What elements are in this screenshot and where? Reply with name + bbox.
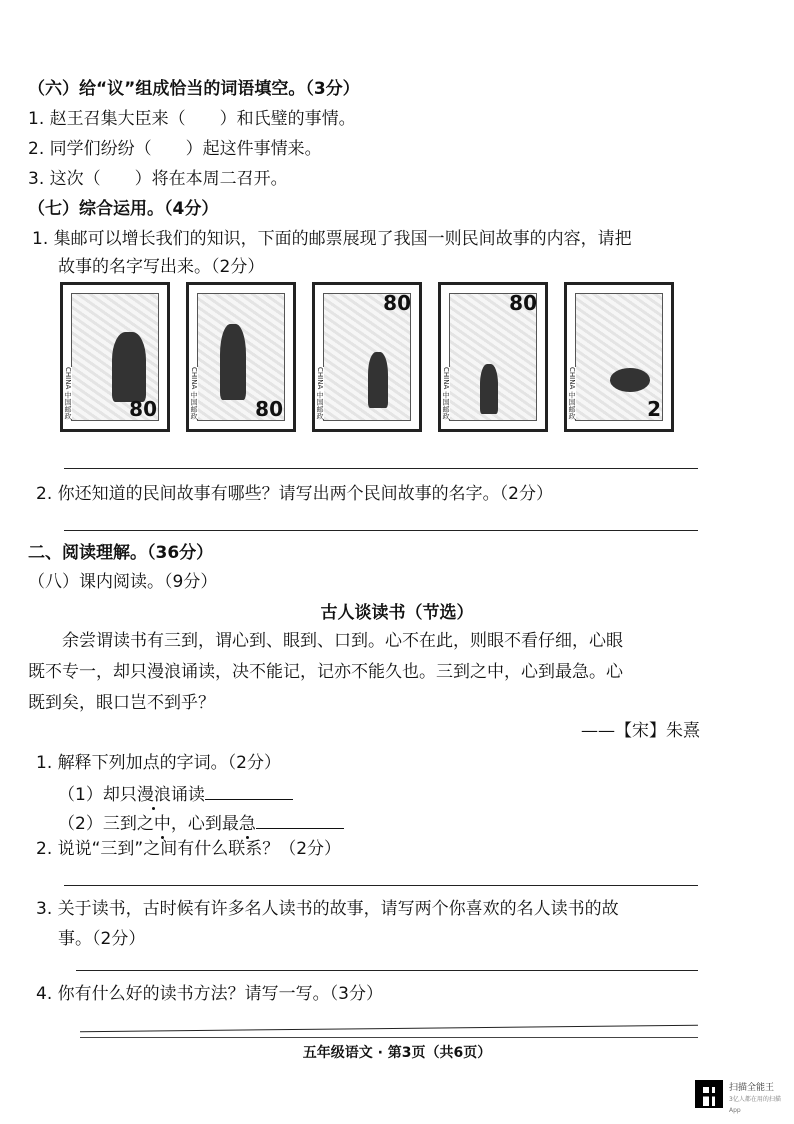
stamp-strip — [60, 282, 710, 437]
section7-question-1-line1: 1. 集邮可以增长我们的知识，下面的邮票展现了我国一则民间故事的内容，请把 — [32, 229, 632, 249]
stamp-1-figure — [112, 332, 146, 402]
stamp-4-face-value: 80 — [509, 291, 537, 315]
section7-question-2: 2. 你还知道的民间故事有哪些？请写出两个民间故事的名字。（2分） — [36, 484, 553, 504]
q1b-dotted-word-1: 中 — [153, 814, 171, 834]
part2-question-3-line1: 3. 关于读书，古时候有许多名人读书的故事，请写两个你喜欢的名人读书的故 — [36, 899, 619, 919]
scanner-badge — [695, 1080, 787, 1114]
stamp-2-country: CHINA 中国邮政 — [190, 366, 198, 419]
page-footer: 五年级语文 · 第3页（共6页） — [302, 1045, 492, 1061]
answer-line-stamp-story[interactable] — [64, 468, 698, 469]
stamp-1-country: CHINA 中国邮政 — [64, 366, 72, 419]
passage-author: ——【宋】朱熹 — [581, 721, 700, 741]
section6-title: （六）给“议”组成恰当的词语填空。（3分） — [28, 79, 360, 99]
q1b-dotted-word-2: 急 — [238, 814, 256, 834]
part2-question-1a — [58, 781, 293, 806]
answer-line-three-to[interactable] — [64, 885, 698, 886]
stamp-3 — [312, 282, 422, 432]
part2-question-3-line2: 事。（2分） — [58, 929, 146, 949]
stamp-4-figure — [480, 364, 498, 414]
answer-line-folk-stories[interactable] — [64, 530, 698, 531]
q1a-dotted-word: 漫浪 — [136, 785, 171, 805]
q1b-prefix: （2）三到之 — [58, 814, 154, 834]
stamp-5-figure — [610, 368, 650, 392]
passage-line-1: 余尝谓读书有三到，谓心到、眼到、口到。心不在此，则眼不看仔细，心眼 — [62, 631, 623, 651]
part2-question-2: 2. 说说“三到”之间有什么联系？（2分） — [36, 839, 342, 859]
stamp-2-figure — [220, 324, 246, 400]
q1b-answer-blank[interactable] — [256, 810, 344, 829]
q1a-prefix: （1）却只 — [58, 785, 137, 805]
section7-title: （七）综合运用。（4分） — [28, 199, 219, 219]
stamp-5 — [564, 282, 674, 432]
passage-title: 古人谈读书（节选） — [320, 603, 474, 623]
stamp-2-face-value: 80 — [255, 397, 283, 421]
q1a-answer-blank[interactable] — [205, 781, 293, 800]
stamp-1 — [60, 282, 170, 432]
stamp-3-figure — [368, 352, 388, 408]
q1a-suffix: 诵读 — [170, 785, 205, 805]
passage-line-3: 既到矣，眼口岂不到乎？ — [28, 693, 215, 713]
part2-question-1: 1. 解释下列加点的字词。（2分） — [36, 753, 281, 773]
stamp-3-country: CHINA 中国邮政 — [316, 366, 324, 419]
footer-divider — [80, 1037, 698, 1038]
stamp-3-face-value: 80 — [383, 291, 411, 315]
section6-question-1: 1. 赵王召集大臣来（ ）和氏璧的事情。 — [28, 109, 356, 129]
section8-title: （八）课内阅读。（9分） — [28, 572, 218, 592]
answer-line-reading-stories[interactable] — [76, 970, 698, 971]
qr-code-icon — [695, 1080, 723, 1108]
q1b-middle: ，心到最 — [170, 814, 239, 834]
section6-question-2: 2. 同学们纷纷（ ）起这件事情来。 — [28, 139, 322, 159]
part2-title: 二、阅读理解。（36分） — [28, 543, 214, 563]
stamp-4-country: CHINA 中国邮政 — [442, 366, 450, 419]
scanner-badge-label: 扫描全能王 — [729, 1083, 775, 1093]
stamp-5-country: CHINA 中国邮政 — [568, 366, 576, 419]
answer-line-reading-methods[interactable] — [80, 1025, 698, 1032]
stamp-1-face-value: 80 — [129, 397, 157, 421]
scanner-badge-sub: 3亿人都在用的扫描App — [729, 1096, 781, 1114]
scanner-badge-text — [729, 1083, 787, 1116]
part2-question-1b — [58, 810, 344, 835]
section6-question-3: 3. 这次（ ）将在本周二召开。 — [28, 169, 288, 189]
stamp-2 — [186, 282, 296, 432]
stamp-5-face-value: 2 — [647, 397, 661, 421]
passage-line-2: 既不专一，却只漫浪诵读，决不能记，记亦不能久也。三到之中，心到最急。心 — [28, 662, 623, 682]
stamp-4 — [438, 282, 548, 432]
section7-question-1-line2: 故事的名字写出来。（2分） — [58, 257, 265, 277]
part2-question-4: 4. 你有什么好的读书方法？请写一写。（3分） — [36, 984, 383, 1004]
